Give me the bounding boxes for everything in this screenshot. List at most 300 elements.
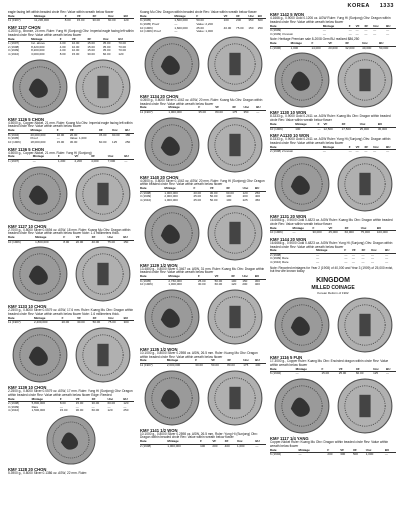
table-cell: 200	[242, 282, 248, 287]
mintage-table	[140, 275, 266, 287]
table-header-cell: F	[195, 359, 211, 363]
table-cell: —	[348, 31, 352, 36]
table-header-cell: XF	[364, 146, 373, 150]
table-cell: 300	[340, 452, 346, 457]
catalog-entry	[8, 224, 134, 245]
table-cell: 3 (1909)	[8, 48, 20, 53]
table-cell: 60.00	[214, 282, 223, 287]
table-cell: 2,000,000	[166, 363, 181, 368]
table-cell: —	[292, 230, 296, 235]
table-cell: 2 (1908) 2 known	[270, 149, 294, 154]
table-cell: 12,500	[323, 126, 333, 131]
table-header-cell: Unc	[373, 25, 386, 29]
table-cell: 1,000	[236, 443, 245, 448]
table-cell: —	[75, 404, 79, 409]
mintage-table	[8, 155, 134, 163]
mintage-table	[270, 227, 396, 235]
table-cell: 10.00	[71, 48, 80, 53]
table-cell: —	[348, 28, 352, 33]
table-cell: —	[373, 31, 377, 36]
table-header-cell: Unc	[373, 368, 386, 372]
table-header-cell: Mintage	[291, 42, 312, 46]
table-cell: 3 (1909)	[8, 404, 20, 409]
table-header-cell: Unc	[107, 398, 123, 402]
catalog-entry	[8, 467, 134, 476]
table-cell: 20,000,000	[30, 132, 46, 137]
table-header-cell: Mintage	[30, 129, 56, 133]
mintage-table	[140, 359, 266, 367]
coin-obverse-icon	[274, 52, 330, 108]
table-header-cell: F	[349, 25, 356, 29]
table-header-cell: XF	[342, 123, 360, 127]
table-header-cell: VF	[352, 249, 362, 253]
table-header-cell: VF	[72, 38, 88, 42]
column-right	[270, 11, 396, 459]
table-header-cell: Mintage	[323, 146, 349, 150]
table-cell: 175	[243, 363, 249, 368]
table-header-cell: Date	[8, 38, 31, 42]
entry-heading: KM# 1142 5 WON	[270, 12, 304, 17]
table-cell: —	[322, 149, 326, 154]
table-header-cell: BU	[124, 15, 134, 19]
coin-images	[140, 36, 266, 92]
table-cell: 1,000,000	[168, 109, 182, 114]
table-cell: 20.00	[69, 132, 78, 137]
table-header-cell: Unc	[371, 249, 385, 253]
table-row	[140, 364, 266, 368]
mintage-table	[8, 38, 134, 57]
table-cell: 1,000	[290, 45, 299, 50]
table-cell: 10.00	[71, 41, 80, 46]
table-cell: 1,500,000	[174, 18, 188, 23]
table-header-cell: Unc	[242, 275, 255, 279]
table-cell	[258, 30, 266, 34]
section-note: Korean Reform of 1902	[317, 291, 349, 296]
mintage-table	[140, 440, 266, 448]
table-row	[270, 127, 396, 131]
table-header-cell: Unc	[108, 155, 125, 159]
table-header-cell: Date	[270, 449, 299, 453]
table-header-cell: Date	[270, 368, 296, 372]
table-header-cell: XF	[345, 42, 362, 46]
table-cell: 75.00	[108, 320, 116, 325]
table-cell: 8.00	[63, 239, 70, 244]
table-cell: 75.00	[236, 25, 244, 30]
table-cell: —	[174, 21, 178, 26]
table-row	[8, 19, 134, 23]
table-cell: 180	[125, 132, 131, 137]
coin-images	[140, 289, 266, 345]
table-row	[270, 261, 396, 265]
table-header-cell: Date	[8, 236, 35, 240]
table-cell: 50,000	[379, 45, 389, 50]
table-header-cell: Mintage	[168, 275, 198, 279]
table-cell: —	[386, 149, 390, 154]
table-header-cell: Mintage	[34, 317, 62, 321]
table-cell: 10 (1906)	[8, 239, 21, 244]
table-header-cell: Mintage	[299, 449, 328, 453]
table-cell: —	[361, 260, 365, 265]
table-header-cell: F	[196, 15, 223, 19]
table-cell: 2 (1908)	[270, 252, 282, 257]
table-header-cell: VF	[329, 227, 345, 231]
entry-heading: KM# 1126 5 CHON	[8, 116, 45, 122]
table-header-cell: XF	[93, 317, 109, 321]
table-cell: 150	[123, 239, 129, 244]
table-header-cell: Unc	[108, 317, 124, 321]
table-cell: 100,000	[376, 230, 388, 235]
table-cell: 400	[254, 282, 260, 287]
table-header-cell: BU	[255, 440, 266, 444]
mintage-table	[140, 106, 266, 114]
table-header-cell: Date	[8, 129, 30, 133]
coin-reverse-icon	[75, 59, 131, 115]
table-cell: 11 (1907)	[140, 109, 153, 114]
table-cell: 60.00	[107, 401, 115, 406]
coin-obverse-icon	[144, 289, 200, 345]
catalog-entry	[270, 237, 396, 265]
table-cell: 30.00	[197, 282, 206, 287]
table-cell: —	[361, 256, 365, 261]
table-cell: 35.00	[102, 41, 111, 46]
table-cell: 300	[123, 320, 129, 325]
table-header-cell: Unc	[361, 227, 377, 231]
table-cell: 15.00	[76, 18, 85, 23]
entry-description: 8.3333 g., 0.9000 Gold 0.2411 oz. AGW Ruler: Kuang Mu Obv: Dragon within beaded circle Rev: Value within wreath below flower	[270, 114, 391, 123]
table-cell: 200	[242, 194, 248, 199]
entry-description: 17.3000 g., Copper Ruler: Kuang Mu Obv: Encircled dragon within circle Rev: Value within wreath below flower	[270, 359, 389, 368]
table-cell: 150	[242, 278, 248, 283]
table-cell: 2 (1908)	[140, 190, 152, 195]
table-header-cell: Date	[140, 106, 168, 110]
table-cell: 2 (1908)	[140, 443, 152, 448]
table-row	[140, 30, 266, 34]
entry-description: 16.6666 g., 0.9000 Gold 0.4823 oz. AGW Ruler: Kuang Mu Obv: Dragon within beaded circle Rev: Value within wreath below flower	[270, 217, 393, 226]
catalog-entry	[8, 117, 134, 145]
country-title: KOREA	[347, 3, 370, 9]
catalog-entry	[270, 38, 396, 50]
table-cell: 30.00	[195, 363, 203, 368]
mintage-table	[8, 236, 134, 244]
coin-obverse-icon	[12, 327, 68, 383]
table-cell: 400	[224, 443, 230, 448]
table-header-cell: Date	[8, 15, 34, 19]
table-cell: 8.00	[64, 18, 71, 23]
mintage-table	[8, 129, 134, 144]
table-cell: 500	[352, 452, 358, 457]
table-cell: 50.00	[214, 278, 223, 283]
mintage-table	[270, 123, 396, 131]
table-header-cell: XF	[345, 227, 361, 231]
table-header-cell: Mintage	[32, 398, 60, 402]
coin-reverse-icon	[207, 117, 263, 173]
table-header-cell: BU	[258, 15, 266, 19]
table-cell: 150	[248, 25, 254, 30]
entry-heading: KM# 1144 20 WON	[270, 236, 307, 242]
coin-reverse-icon	[207, 370, 263, 426]
entry-heading: KM# 1140 20 CHON	[140, 174, 179, 180]
table-cell: 100	[295, 126, 301, 131]
table-header-cell: Mintage	[167, 359, 195, 363]
catalog-entry	[8, 385, 134, 413]
table-cell: 1,200	[57, 158, 66, 163]
table-cell: —	[344, 260, 348, 265]
mintage-table	[270, 249, 396, 264]
table-header-cell: BU	[386, 368, 396, 372]
table-header-cell: Date	[8, 398, 32, 402]
table-cell: 3 (1909)	[270, 28, 282, 33]
mintage-table	[140, 15, 266, 34]
table-cell: 120	[123, 401, 129, 406]
table-header-cell: VF	[340, 449, 353, 453]
catalog-entry	[270, 436, 396, 457]
table-cell: 20.00	[75, 239, 84, 244]
entry-description: Note: Reported mintages for Year 2 (1908) of 40,000 and Year 3 (1909) of 25,000 exist, but few are known today	[270, 265, 393, 274]
table-cell: 120	[107, 408, 113, 413]
table-header-cell: VF	[356, 146, 365, 150]
table-row	[270, 453, 396, 457]
table-cell: 25.00	[196, 25, 204, 30]
section-subtitle: MILLED COINAGE	[311, 285, 355, 292]
table-row	[140, 110, 266, 114]
table-header-cell: BU	[123, 236, 134, 240]
table-header-cell: BU	[255, 275, 266, 279]
coin-obverse-icon	[274, 297, 330, 353]
table-cell: 60.00	[98, 139, 107, 144]
table-cell: 120	[242, 190, 248, 195]
table-cell: 100	[200, 443, 206, 448]
table-header-cell: BU	[386, 25, 396, 29]
table-cell: 200	[236, 18, 242, 23]
table-header-cell: Mintage	[296, 368, 322, 372]
table-header-cell: F	[57, 129, 70, 133]
table-header-cell: VF	[76, 236, 92, 240]
table-cell: 25.00	[193, 194, 202, 199]
mintage-table	[270, 368, 396, 376]
entry-heading: KM# 1137 CHON	[8, 24, 41, 30]
table-cell: 3 (1909)	[140, 194, 152, 199]
catalog-entry	[140, 263, 266, 287]
table-cell: 25.00	[338, 371, 347, 376]
table-cell: 6 (1902)	[270, 371, 282, 376]
table-cell: 120	[231, 282, 237, 287]
coin-reverse-icon	[337, 378, 393, 434]
mintage-table	[8, 398, 134, 413]
table-header-cell: F	[58, 155, 75, 159]
table-header-cell: Date	[140, 359, 167, 363]
table-cell: —	[295, 371, 299, 376]
table-cell: —	[355, 149, 359, 154]
coin-images	[8, 59, 134, 115]
table-cell: —	[316, 252, 320, 257]
table-header-cell: Unc	[243, 359, 255, 363]
table-cell: —	[373, 149, 377, 154]
table-header-cell: Date	[270, 227, 293, 231]
table-row	[140, 199, 266, 203]
table-cell: 5,800,000	[31, 401, 45, 406]
table-header-cell: XF	[356, 368, 373, 372]
mintage-table	[8, 317, 134, 325]
table-cell: 120	[118, 51, 124, 56]
table-cell: 4 (1910) Rare	[270, 260, 289, 265]
table-cell: 3 (1909) Rare	[270, 256, 289, 261]
table-header-cell: Unc	[366, 449, 385, 453]
table-row	[8, 159, 134, 163]
catalog-entry	[270, 133, 396, 154]
table-header-cell: VF	[356, 25, 365, 29]
entry-description: 10.1000 g., 0.8000 Silver 0.2598 oz. ASW, 26.5 mm. Ruler: Yung Hi (Sunjong) Obv: Dragon within beaded circle Rev: Value within wreath below flower	[140, 431, 258, 440]
table-header-cell: Mintage	[174, 15, 196, 19]
entry-description: 13.4800 g., 0.8000 Silver 0.3467 oz. ASW, 31 mm. Ruler: Kuang Mu Obv: Dragon within beaded circle Rev: Value within wreath below flower	[140, 266, 265, 275]
table-cell: —	[384, 452, 388, 457]
table-cell: 4 (1910)	[8, 51, 20, 56]
table-header-cell: BU	[386, 146, 396, 150]
entry-description: eagle facing left within beaded circle Rev: Value within wreath below flower	[8, 10, 114, 14]
coin-obverse-icon	[144, 370, 200, 426]
table-header-cell: Unc	[108, 15, 124, 19]
entry-heading: KM# 1134 20 CHON	[140, 93, 179, 99]
table-header-cell: Unc	[362, 42, 379, 46]
table-cell: Value: 1,000	[196, 29, 213, 34]
table-cell: —	[256, 109, 260, 114]
entry-description: Copper-Nickel Ruler: Kuang Mu Obv: Dragon within beaded circle Rev: Value within wreath below flower	[270, 440, 389, 448]
mintage-table	[8, 15, 134, 23]
table-cell: 100	[226, 194, 232, 199]
table-header-cell: Date	[270, 123, 295, 127]
table-cell: —	[364, 28, 368, 33]
table-cell: 7,000	[107, 158, 116, 163]
table-header-cell: VF	[76, 398, 92, 402]
catalog-entry	[140, 175, 266, 203]
catalog-entry	[140, 428, 266, 449]
coin-reverse-icon	[207, 36, 263, 92]
table-header-cell: Mintage	[31, 38, 60, 42]
table-cell	[224, 30, 236, 34]
coin-obverse-icon	[12, 246, 68, 302]
table-header-cell: Unc	[243, 106, 256, 110]
table-cell: 11 (1907)	[140, 363, 153, 368]
table-header-cell: BU	[123, 398, 134, 402]
table-header-cell: XF	[226, 187, 242, 191]
table-cell: 70.00	[118, 41, 126, 46]
table-cell: 250	[257, 25, 263, 30]
mintage-table	[270, 146, 396, 154]
table-cell: —	[373, 28, 377, 33]
table-cell: —	[371, 252, 375, 257]
table-cell: 10 (1906)	[140, 25, 153, 30]
catalog-entry	[140, 94, 266, 115]
table-header-cell: BU	[255, 187, 266, 191]
table-cell: 40.00	[223, 25, 232, 30]
table-cell: 45,000	[328, 230, 338, 235]
coin-reverse-icon	[337, 156, 393, 212]
table-cell: —	[32, 158, 36, 163]
coin-images	[8, 415, 134, 465]
table-header-cell: VF	[211, 359, 227, 363]
coin-reverse-icon	[337, 297, 393, 353]
table-cell: —	[386, 371, 390, 376]
coin-reverse-icon	[207, 289, 263, 345]
table-header-cell: BU	[255, 359, 266, 363]
table-header-cell: Date	[8, 317, 34, 321]
entry-heading: KM# 1116 5 FUN	[270, 355, 303, 361]
table-row	[8, 409, 134, 413]
table-cell: 1,000,000	[167, 443, 181, 448]
table-header-cell: Date	[8, 155, 33, 159]
catalog-entry	[8, 25, 134, 57]
table-cell: 1,000	[365, 452, 374, 457]
table-row	[270, 372, 396, 376]
table-header-cell: Date	[140, 440, 167, 444]
table-cell: 4.00	[59, 41, 66, 46]
table-cell: 40,000	[362, 45, 372, 50]
catalog-entry	[8, 11, 134, 23]
coin-images	[270, 156, 396, 212]
table-header-cell: F	[344, 249, 351, 253]
table-cell: 300	[254, 278, 260, 283]
table-cell: 15.00	[56, 139, 65, 144]
entry-description: 4.5000 g., Copper-Nickel, 21 mm. Ruler: Yung Hi (Sunjong)	[8, 150, 92, 155]
table-header-cell: Unc	[107, 236, 123, 240]
table-cell: 4 (1910)	[8, 408, 20, 413]
table-cell: Value: 2,200	[196, 21, 213, 26]
entry-description: 4.1666 g., 0.9000 Gold 0.1206 oz. AGW Ruler: Yung Hi (Sunjong) Obv: Dragon within beaded circle Rev: Value within wreath below flower	[270, 16, 391, 24]
table-header-cell: VF	[77, 15, 93, 19]
table-cell: 2 (1908)	[8, 401, 20, 406]
coin-obverse-icon	[274, 378, 330, 434]
table-header-cell: XF	[231, 275, 242, 279]
coin-obverse-icon	[12, 166, 68, 222]
entry-heading: KM# 1136 5 CHON	[8, 146, 45, 152]
table-cell: 1 (1907)	[8, 158, 20, 163]
table-cell: —	[385, 252, 389, 257]
mintage-table	[140, 187, 266, 202]
table-cell: —	[364, 31, 368, 36]
table-cell: 2,760,000	[168, 278, 182, 283]
table-cell: 9 (1905)	[140, 18, 152, 23]
table-header-cell: Date	[140, 275, 168, 279]
table-cell: —	[364, 149, 368, 154]
table-cell: 10 (1906)	[140, 282, 153, 287]
table-header-cell: VF	[324, 123, 342, 127]
table-header-cell: Unc	[243, 187, 255, 191]
table-header-cell: BU	[378, 123, 396, 127]
table-cell: 8 (1904)	[8, 132, 20, 137]
table-header-cell: XF	[227, 359, 243, 363]
table-cell: 30.00	[75, 408, 84, 413]
coin-reverse-icon	[337, 52, 393, 108]
coin-reverse-icon	[75, 166, 131, 222]
table-cell: 4,000	[91, 158, 99, 163]
coin-obverse-icon	[144, 36, 200, 92]
catalog-entry	[140, 347, 266, 368]
table-cell: —	[355, 31, 359, 36]
table-cell: 70.00	[118, 44, 126, 49]
entry-description: Kuang Mu Obv: Dragon within beaded circle Rev: Value within wreath below flower	[140, 10, 257, 14]
column-left	[8, 11, 134, 478]
table-cell: 10 (1906)	[270, 126, 283, 131]
table-cell: 400	[255, 194, 261, 199]
table-cell: 225	[242, 197, 248, 202]
table-row	[8, 53, 134, 57]
table-header-cell: XF	[92, 398, 108, 402]
catalog-entry	[270, 267, 396, 275]
table-cell: Rare	[31, 404, 39, 409]
table-cell: 10 (1906)	[8, 139, 21, 144]
catalog-entry	[270, 214, 396, 235]
table-cell: 4 (1910)	[140, 197, 152, 202]
table-cell: 2,200	[74, 158, 82, 163]
